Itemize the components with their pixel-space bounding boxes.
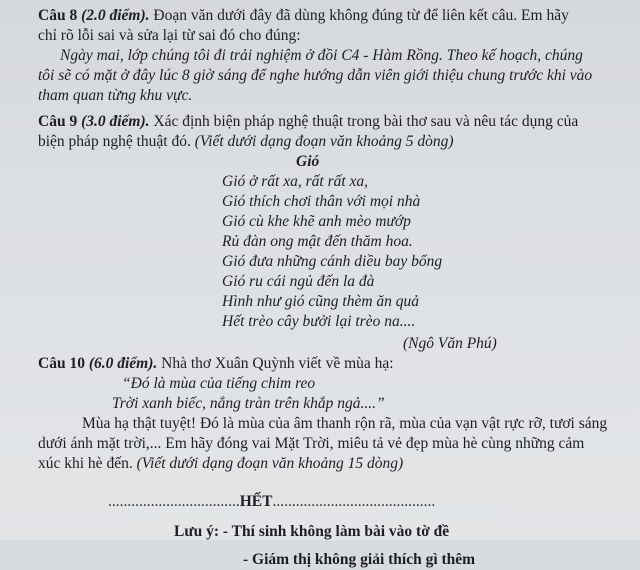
poem-line: Hình như gió cũng thèm ăn quả <box>222 293 420 310</box>
poem-line: Gió ở rất xa, rất rất xa, <box>222 173 369 190</box>
question-10-para-2: dưới ánh mặt trời,... Em hãy đóng vai Mặt Trời, miêu tả vẻ đẹp mùa hè cùng những cảm <box>38 435 585 452</box>
question-9 <box>38 112 616 354</box>
poem-line: Gió ru cái ngủ đến la đà <box>222 273 375 290</box>
end-dots-left: .................................. <box>108 493 240 510</box>
question-9-text-2: biện pháp nghệ thuật đó. <box>38 133 195 150</box>
question-8-label: Câu 8 <box>38 7 78 24</box>
question-10-label: Câu 10 <box>38 355 85 372</box>
question-10-para-3: xúc khi hè đến. <box>38 455 137 472</box>
question-8-passage-1: Ngày mai, lớp chúng tôi đi trải nghiệm ở đồi C4 - Hàm Rồng. Theo kế hoạch, chúng <box>60 47 583 64</box>
note-2: - Giám thị không giải thích gì thêm <box>243 551 476 568</box>
question-8-points: (2.0 điểm). <box>81 7 150 24</box>
poem-line: Gió cù khe khẽ anh mèo mướp <box>222 213 411 230</box>
poem-line: Gió đưa những cánh diều bay bổng <box>222 253 443 270</box>
quote-line-2: Trời xanh biếc, nắng tràn trên khắp ngả....” <box>112 395 385 412</box>
question-9-points: (3.0 điểm). <box>81 113 150 130</box>
question-10-text-1: Nhà thơ Xuân Quỳnh viết về mùa hạ: <box>157 355 394 372</box>
poem-author: (Ngô Văn Phú) <box>403 335 497 352</box>
question-8-passage-2: tôi sẽ có mặt ở đây lúc 8 giờ sáng để nghe hướng dẫn viên giới thiệu chung trước khi vào <box>38 67 593 84</box>
question-9-label: Câu 9 <box>38 113 78 130</box>
end-dots-right: .......................................... <box>272 493 436 510</box>
question-8-text-2: chỉ rõ lỗi sai và sửa lại từ sai đó cho đúng: <box>38 27 301 44</box>
poem-line: Hết trèo cây bưởi lại trèo na.... <box>222 313 416 330</box>
poem-title: Gió <box>296 153 320 170</box>
question-8-text-1: Đoạn văn dưới đây đã dùng không đúng từ để liên kết câu. Em hãy <box>149 7 569 24</box>
end-label: HẾT <box>239 493 273 510</box>
poem-line: Gió thích chơi thân với mọi nhà <box>222 193 421 210</box>
question-9-instruction: (Viết dưới dạng đoạn văn khoảng 5 dòng) <box>194 133 454 150</box>
poem <box>222 172 616 332</box>
question-9-text-1: Xác định biện pháp nghệ thuật trong bài thơ sau và nêu tác dụng của <box>149 113 579 130</box>
question-10-instruction: (Viết dưới dạng đoạn văn khoảng 15 dòng) <box>136 455 404 472</box>
question-10-points: (6.0 điểm). <box>88 355 158 372</box>
note-1: Lưu ý: - Thí sinh không làm bài vào tờ đề <box>174 523 450 540</box>
quote-line-1: “Đó là mùa của tiếng chim reo <box>122 375 316 392</box>
question-10-para-1: Mùa hạ thật tuyệt! Đó là mùa của âm thanh rộn rã, mùa của vạn vật rực rỡ, tươi sáng <box>82 415 608 432</box>
question-10 <box>38 354 616 474</box>
end-marker <box>108 492 616 512</box>
question-8 <box>38 6 616 106</box>
question-8-passage-3: tham quan từng khu vực. <box>38 87 193 104</box>
poem-line: Rủ đàn ong mật đến thăm hoa. <box>222 233 413 250</box>
